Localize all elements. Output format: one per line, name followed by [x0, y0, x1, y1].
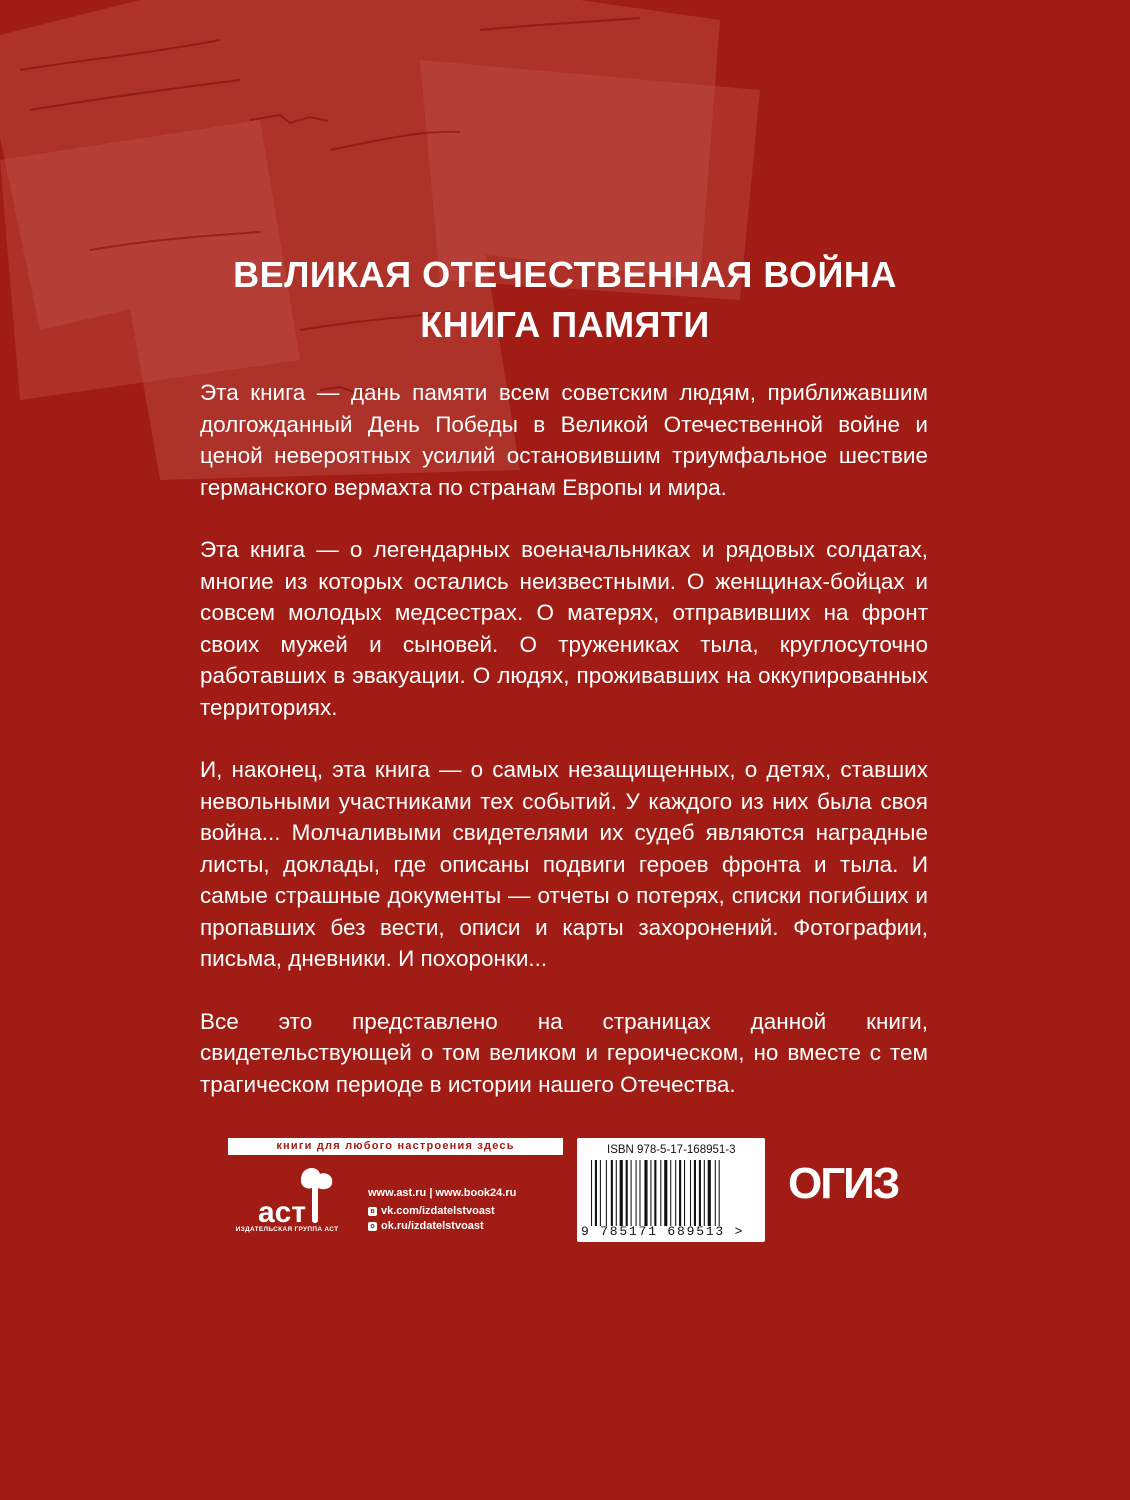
- isbn-barcode: [577, 1138, 765, 1242]
- ok-icon: о: [368, 1222, 377, 1231]
- website-links[interactable]: www.ast.ru | www.book24.ru: [368, 1187, 517, 1199]
- publisher-links: [368, 1186, 516, 1234]
- publisher-tagline: книги для любого настроения здесь: [228, 1138, 563, 1155]
- annotation-paragraph-2: Эта книга — о легендарных военачальниках и рядовых солдатах, многие из которых остались неизвестными. О женщинах-бойцах и совсем молодых медсестрах. О матерях, отправивших на фронт своих мужей и сыновей. О тружениках тыла, круглосуточно работавших в эвакуации. О людях, проживавших на оккупированных территориях.: [200, 537, 928, 720]
- isbn-number: ISBN 978-5-17-168951-3: [607, 1144, 736, 1156]
- ogiz-logo: [788, 1160, 898, 1208]
- book-title-line-2: КНИГА ПАМЯТИ: [420, 304, 710, 345]
- ast-logo-text: аст: [258, 1196, 307, 1228]
- publisher-block: [228, 1138, 563, 1248]
- publisher-group-name: ИЗДАТЕЛЬСКАЯ ГРУППА АСТ: [235, 1226, 339, 1233]
- annotation-text: [200, 377, 928, 1131]
- annotation-paragraph-3: И, наконец, эта книга — о самых незащищенных, о детях, ставших невольными участниками тех событий. У каждого из них была своя война... Молчаливыми свидетелями их судеб являются наградные листы, доклады, где описаны подвиги героев фронта и тыла. И самые страшные документы — отчеты о потерях, списки погибших и пропавших без вести, описи и карты захоронений. Фотографии, письма, дневники. И похоронки...: [200, 757, 928, 971]
- vk-link[interactable]: в vk.com/izdatelstvoast: [368, 1204, 516, 1219]
- barcode-bars: [589, 1160, 754, 1226]
- annotation-paragraph-4: Все это представлено на страницах данной книги, свидетельствующей о том великом и героическом, но вместе с тем трагическом периоде в истории нашего Отечества.: [200, 1008, 928, 1097]
- ogiz-logo-text: ОГИЗ: [788, 1159, 899, 1208]
- book-title-line-1: ВЕЛИКАЯ ОТЕЧЕСТВЕННАЯ ВОЙНА: [233, 254, 897, 295]
- ok-link[interactable]: о ok.ru/izdatelstvoast: [368, 1219, 516, 1234]
- book-title: [0, 250, 1130, 350]
- annotation-paragraph-1: Эта книга — дань памяти всем советским людям, приближавшим долгожданный День Победы в Великой Отечественной войне и ценой невероятных усилий остановившим триумфальное шествие германского вермахта по странам Европы и мира.: [200, 380, 928, 500]
- barcode-digits: 9 785171 689513 >: [581, 1224, 745, 1239]
- vk-icon: в: [368, 1207, 377, 1216]
